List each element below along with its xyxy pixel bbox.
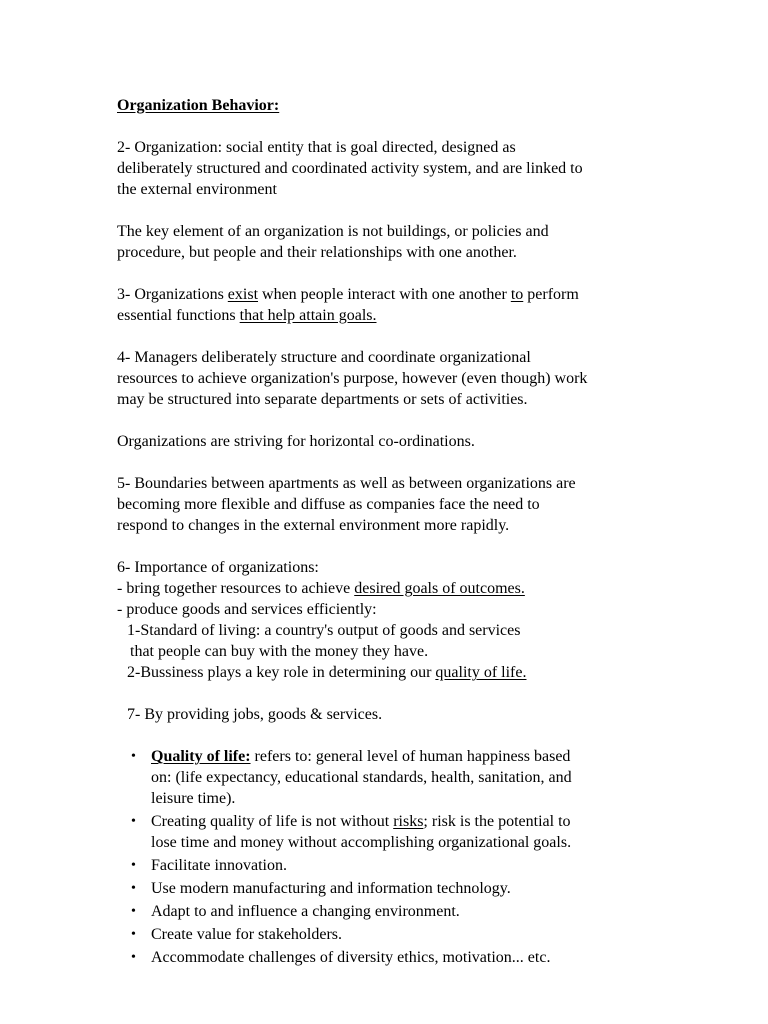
list-item: • Creating quality of life is not without risks; risk is the potential to lose time and money without accomplishing organizational goals. <box>131 813 572 851</box>
bullet-icon: • <box>131 814 136 829</box>
section-heading: 6- Importance of organizations: <box>117 559 319 576</box>
text-line: 1-Standard of living: a country's output of goods and services <box>127 622 521 639</box>
bullet-icon: • <box>131 950 136 965</box>
paragraph-5 <box>117 473 657 536</box>
text-line: The key element of an organization is not buildings, or policies and <box>117 223 549 240</box>
text-line: 2- Organization: social entity that is goal directed, designed as <box>117 139 516 156</box>
list-item: • Use modern manufacturing and information technology. <box>131 880 511 897</box>
text-line: may be structured into separate departments or sets of activities. <box>117 391 528 408</box>
document-title: Organization Behavior: <box>117 97 280 114</box>
paragraph-2 <box>117 137 657 200</box>
underlined-quality-of-life: quality of life. <box>435 664 527 681</box>
underlined-risks: risks <box>393 813 424 830</box>
paragraph-3 <box>117 284 657 326</box>
paragraph-horizontal: Organizations are striving for horizontal co-ordinations. <box>117 433 475 450</box>
underlined-desired-goals: desired goals of outcomes. <box>354 580 525 597</box>
document-body <box>117 95 657 968</box>
text-line: that people can buy with the money they have. <box>130 643 429 660</box>
bullet-icon: • <box>131 927 136 942</box>
list-item: • Create value for stakeholders. <box>131 926 343 943</box>
text-line: the external environment <box>117 181 277 198</box>
bullet-icon: • <box>131 904 136 919</box>
bullet-icon: • <box>131 749 136 764</box>
text-line: respond to changes in the external environment more rapidly. <box>117 517 510 534</box>
text-line: - produce goods and services efficiently: <box>117 601 377 618</box>
bullet-list <box>117 746 657 968</box>
paragraph-6 <box>117 557 657 683</box>
text-line: essential functions that help attain goals. <box>117 307 377 324</box>
text-line: resources to achieve organization's purpose, however (even though) work <box>117 370 588 387</box>
text-line: 2-Bussiness plays a key role in determining our quality of life. <box>127 664 527 681</box>
text-line: 5- Boundaries between apartments as well as between organizations are <box>117 475 576 492</box>
text-line: 3- Organizations exist when people interact with one another to perform <box>117 286 579 303</box>
text-line: deliberately structured and coordinated activity system, and are linked to <box>117 160 583 177</box>
bullet-icon: • <box>131 858 136 873</box>
paragraph-7: 7- By providing jobs, goods & services. <box>127 706 383 723</box>
quality-of-life-label: Quality of life: <box>151 748 251 765</box>
paragraph-4 <box>117 347 657 410</box>
paragraph-key-element <box>117 221 657 263</box>
text-line: procedure, but people and their relationships with one another. <box>117 244 517 261</box>
list-item: • Accommodate challenges of diversity ethics, motivation... etc. <box>131 949 551 966</box>
list-item: • Quality of life: refers to: general level of human happiness based on: (life expectancy, educational standards, health, sanitation, and leisure time). <box>131 748 572 807</box>
underlined-to: to <box>510 286 524 303</box>
text-line: - bring together resources to achieve desired goals of outcomes. <box>117 580 525 597</box>
underlined-exist: exist <box>227 286 259 303</box>
bullet-icon: • <box>131 881 136 896</box>
list-item: • Facilitate innovation. <box>131 857 287 874</box>
underlined-goals: that help attain goals. <box>239 307 377 324</box>
text-line: 4- Managers deliberately structure and coordinate organizational <box>117 349 531 366</box>
text-line: becoming more flexible and diffuse as companies face the need to <box>117 496 540 513</box>
list-item: • Adapt to and influence a changing environment. <box>131 903 460 920</box>
